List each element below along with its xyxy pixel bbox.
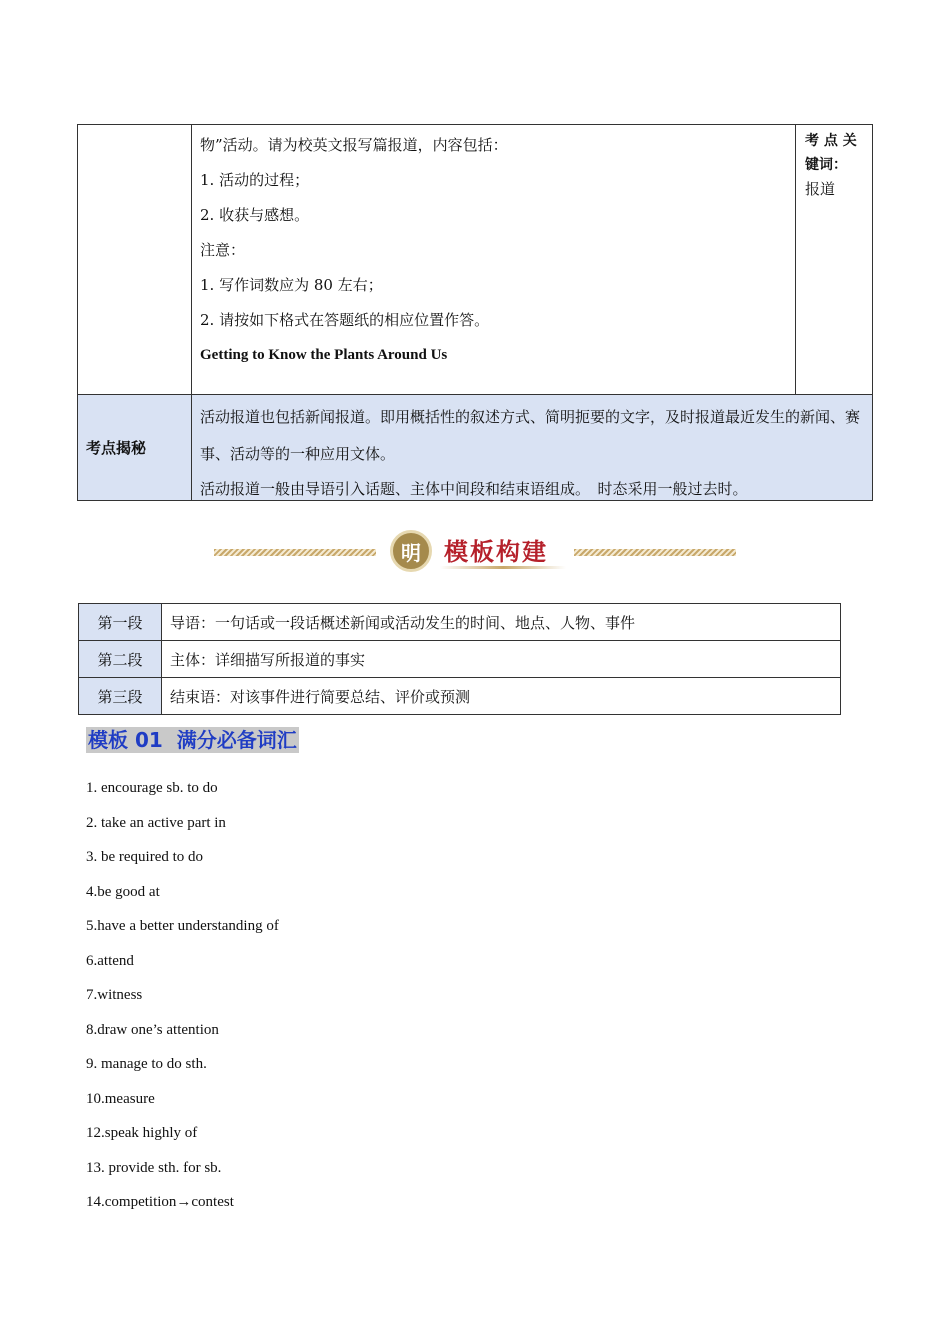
- task-table-blank-cell: [78, 125, 192, 394]
- list-item: 2. take an active part in: [86, 815, 226, 831]
- list-item: 4.be good at: [86, 884, 160, 900]
- seal-char: 明: [401, 540, 421, 565]
- paragraph-desc: 主体：详细描写所报道的事实: [162, 641, 841, 678]
- table-row: [79, 604, 841, 641]
- banner-title: 模板构建: [444, 538, 548, 566]
- section-heading: 模板 01 满分必备词汇: [88, 728, 297, 752]
- list-item: 8.draw one’s attention: [86, 1022, 219, 1038]
- keyword-value: 报道: [805, 180, 836, 198]
- report-title: Getting to Know the Plants Around Us: [200, 347, 448, 363]
- keyword-label: 考 点 关键词：: [805, 133, 857, 173]
- paragraph-desc: 导语：一句话或一段话概述新闻或活动发生的时间、地点、人物、事件: [162, 604, 841, 641]
- task-line: 2. 收获与感想。: [200, 206, 310, 224]
- task-line: 物”活动。请为校英文报写篇报道，内容包括：: [200, 136, 508, 154]
- banner-stripe-right: [574, 549, 736, 556]
- task-table: [77, 124, 873, 501]
- table-row: [79, 641, 841, 678]
- list-item: 9. manage to do sth.: [86, 1056, 207, 1072]
- task-line: 2. 请按如下格式在答题纸的相应位置作答。: [200, 311, 490, 329]
- secret-para-2: 活动报道一般由导语引入话题、主体中间段和结束语组成。 时态采用一般过去时。: [200, 480, 748, 498]
- task-line: 注意：: [200, 241, 246, 259]
- paragraph-key: 第二段: [79, 641, 162, 678]
- keyword-cell: [796, 125, 872, 394]
- table-row: [79, 678, 841, 715]
- task-line: 1. 写作词数应为 80 左右；: [200, 276, 383, 294]
- banner-underline: [440, 566, 566, 569]
- list-item: 3. be required to do: [86, 849, 204, 865]
- list-item: 7.witness: [86, 987, 143, 1003]
- structure-table: [78, 603, 841, 715]
- seal-icon: [390, 530, 432, 572]
- task-line: 1. 活动的过程；: [200, 171, 310, 189]
- list-item: 13. provide sth. for sb.: [86, 1160, 222, 1176]
- secret-row: [78, 394, 872, 500]
- list-item: 1. encourage sb. to do: [86, 780, 218, 796]
- list-item: 5.have a better understanding of: [86, 918, 279, 934]
- secret-para-1: 活动报道也包括新闻报道。即用概括性的叙述方式、简明扼要的文字，及时报道最近发生的新闻、赛事、活动等的一种应用文体。: [200, 408, 861, 463]
- banner-stripe-left: [214, 549, 376, 556]
- list-item: 12.speak highly of: [86, 1125, 198, 1141]
- task-content-cell: [192, 125, 796, 394]
- list-item: 6.attend: [86, 953, 134, 969]
- paragraph-key: 第一段: [79, 604, 162, 641]
- secret-label: 考点揭秘: [78, 395, 192, 500]
- list-item: 10.measure: [86, 1091, 155, 1107]
- secret-content: [192, 395, 872, 500]
- paragraph-key: 第三段: [79, 678, 162, 715]
- paragraph-desc: 结束语：对该事件进行简要总结、评价或预测: [162, 678, 841, 715]
- list-item: 14.competition→contest: [86, 1194, 234, 1210]
